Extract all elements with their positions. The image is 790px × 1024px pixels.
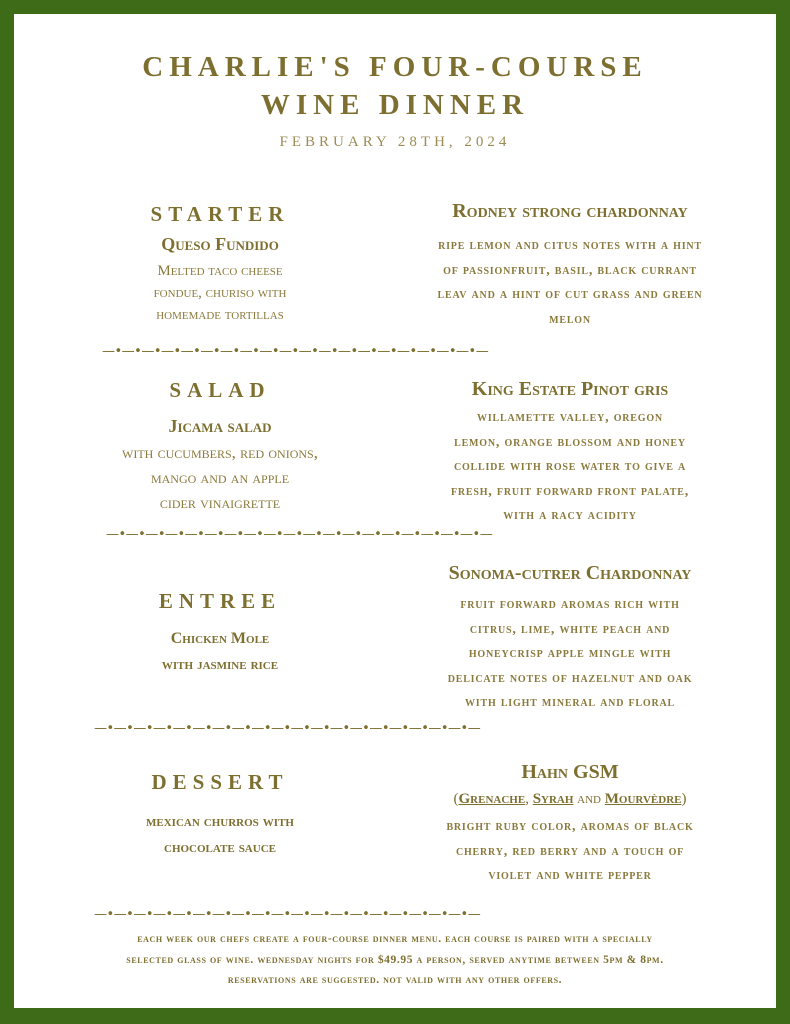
ornamental-divider: —•—•—•—•—•—•—•—•—•—•—•—•—•—•—•—•—•—•—•—	[94, 907, 481, 922]
wine-description-line: ripe lemon and citus notes with a hint	[438, 238, 702, 253]
dish-description-line: mango and an apple	[150, 468, 290, 487]
wine-description-line: willamette valley, oregon	[477, 410, 663, 425]
dish-description-line: fondue, churiso with	[153, 285, 287, 301]
ornamental-divider: —•—•—•—•—•—•—•—•—•—•—•—•—•—•—•—•—•—•—•—	[94, 721, 481, 736]
menu-title-line-1: CHARLIE'S FOUR-COURSE	[142, 51, 648, 83]
varietal-separator: and	[573, 791, 605, 807]
wine-description-entree	[370, 593, 770, 716]
dish-name-line: Chicken Mole	[170, 630, 270, 647]
dish-description-line: cider vinaigrette	[159, 493, 281, 512]
wine-description-line: melon	[549, 311, 591, 327]
dish-name-entree	[78, 626, 362, 678]
wine-name-entree: Sonoma-cutrer Chardonnay	[448, 562, 692, 584]
ornamental-divider: —•—•—•—•—•—•—•—•—•—•—•—•—•—•—•—•—•—•—•—	[102, 344, 489, 359]
wine-description-line: violet and white pepper	[488, 868, 652, 883]
footer-note	[36, 929, 754, 991]
footer-line: reservations are suggested. not valid with any other offers.	[227, 974, 563, 986]
varietal-paren: (	[453, 791, 459, 807]
varietal-paren: )	[681, 791, 687, 807]
varietal-separator: ,	[525, 791, 533, 807]
dish-name-line: mexican churros with	[146, 813, 294, 830]
menu-page	[14, 14, 776, 1008]
varietal-grenache-link[interactable]: Grenache	[458, 791, 526, 807]
wine-name-salad: King Estate Pinot gris	[471, 378, 669, 400]
dish-name-starter: Queso Fundido	[161, 234, 279, 254]
dish-description-starter	[78, 260, 362, 326]
wine-description-line: bright ruby color, aromas of black	[446, 819, 694, 834]
course-heading-entree: ENTREE	[158, 589, 282, 613]
varietal-syrah-link[interactable]: Syrah	[532, 791, 574, 807]
wine-description-line: honeycrisp apple mingle with	[468, 646, 672, 661]
dish-description-line: homemade tortillas	[156, 307, 284, 323]
wine-description-line: delicate notes of hazelnut and oak	[447, 670, 693, 686]
wine-description-line: cherry, red berry and a touch of	[455, 843, 685, 859]
wine-varietals-dessert	[370, 791, 770, 808]
wine-description-dessert	[370, 815, 770, 889]
course-heading-dessert: DESSERT	[151, 770, 289, 794]
dish-description-salad	[58, 440, 382, 515]
menu-title-line-2: WINE DINNER	[260, 89, 530, 121]
wine-description-line: collide with rose water to give a	[453, 459, 687, 474]
wine-name-dessert: Hahn GSM	[521, 761, 619, 783]
wine-description-line: fresh, fruit forward front palate,	[450, 483, 690, 499]
ornamental-divider: —•—•—•—•—•—•—•—•—•—•—•—•—•—•—•—•—•—•—•—	[106, 527, 493, 542]
course-heading-starter: STARTER	[150, 202, 290, 226]
wine-description-line: lemon, orange blossom and honey	[454, 434, 686, 450]
dish-name-line: chocolate sauce	[164, 839, 276, 856]
dish-name-dessert	[78, 809, 362, 861]
event-date: FEBRUARY 28TH, 2024	[279, 134, 511, 150]
wine-description-line: fruit forward aromas rich with	[460, 597, 680, 612]
varietal-mourvedre-link[interactable]: Mourvèdre	[604, 791, 682, 807]
course-heading-salad: SALAD	[169, 378, 271, 402]
wine-description-line: with a racy acidity	[503, 508, 637, 523]
dish-name-salad: Jicama salad	[168, 416, 272, 436]
footer-line: selected glass of wine. wednesday nights for $49.95 a person, served anytime between 5pm & 8pm.	[126, 953, 664, 966]
wine-description-line: leav and a hint of cut grass and green	[437, 287, 703, 302]
dish-name-line: with jasmine rice	[161, 656, 279, 673]
wine-description-line: with light mineral and floral	[465, 695, 675, 710]
wine-name-starter: Rodney strong chardonnay	[452, 200, 688, 222]
dish-description-line: Melted taco cheese	[157, 263, 283, 279]
wine-description-salad	[370, 406, 770, 529]
wine-description-line: citrus, lime, white peach and	[469, 621, 671, 637]
footer-line: each week our chefs create a four-course dinner menu. each course is paired with a specially	[137, 933, 653, 945]
wine-description-starter	[370, 234, 770, 332]
dish-description-line: with cucumbers, red onions,	[122, 443, 318, 462]
wine-description-line: of passionfruit, basil, black currant	[443, 262, 697, 278]
